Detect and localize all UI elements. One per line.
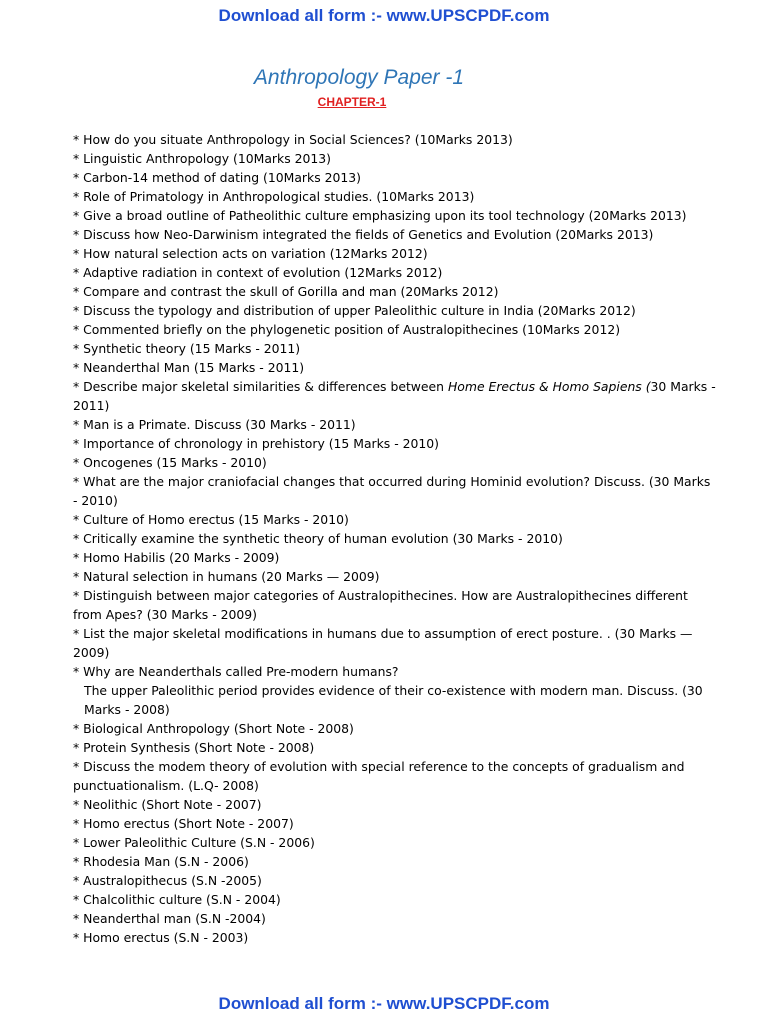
- question-item: [73, 187, 718, 206]
- page-title: Anthropology Paper -1: [253, 66, 465, 89]
- question-item: [73, 909, 718, 928]
- download-banner-top[interactable]: Download all form :- www.UPSCPDF.com: [218, 6, 550, 25]
- question-text: * Neanderthal Man (15 Marks - 2011): [73, 360, 305, 375]
- question-item: [73, 548, 718, 567]
- question-item: [73, 738, 718, 757]
- question-item: [73, 719, 718, 738]
- question-item: [73, 662, 718, 681]
- question-text: * Natural selection in humans (20 Marks — 2009): [73, 569, 380, 584]
- question-item: [73, 434, 718, 453]
- question-item: [73, 377, 718, 415]
- question-text: * List the major skeletal modifications in humans due to assumption of erect posture. . (30 Marks — 2009): [73, 626, 693, 660]
- question-text: * Why are Neanderthals called Pre-modern humans?: [73, 664, 399, 679]
- question-text: * Commented briefly on the phylogenetic position of Australopithecines (10Marks 2012): [73, 322, 621, 337]
- question-text: * Chalcolithic culture (S.N - 2004): [73, 892, 281, 907]
- question-text: * What are the major craniofacial changes that occurred during Hominid evolution? Discuss. (30 Marks - 2010): [73, 474, 711, 508]
- question-item: [73, 168, 718, 187]
- question-text: * Role of Primatology in Anthropological studies. (10Marks 2013): [73, 189, 475, 204]
- question-text: * Give a broad outline of Patheolithic culture emphasizing upon its tool technology (20Marks 2013): [73, 208, 687, 223]
- question-item: [73, 871, 718, 890]
- question-text: * Homo Habilis (20 Marks - 2009): [73, 550, 280, 565]
- question-item: [73, 928, 718, 947]
- question-item: [73, 681, 718, 719]
- question-text: * Homo erectus (Short Note - 2007): [73, 816, 294, 831]
- question-text: * Discuss how Neo-Darwinism integrated the fields of Genetics and Evolution (20Marks 2013): [73, 227, 654, 242]
- question-text: * Protein Synthesis (Short Note - 2008): [73, 740, 315, 755]
- question-item: [73, 567, 718, 586]
- question-list: [73, 130, 718, 947]
- question-text: * Neolithic (Short Note - 2007): [73, 797, 262, 812]
- question-text: * Importance of chronology in prehistory (15 Marks - 2010): [73, 436, 439, 451]
- question-text: * Carbon-14 method of dating (10Marks 2013): [73, 170, 361, 185]
- question-item: [73, 472, 718, 510]
- question-item: [73, 358, 718, 377]
- download-banner-bottom[interactable]: Download all form :- www.UPSCPDF.com: [218, 994, 550, 1013]
- question-item: [73, 282, 718, 301]
- question-item: [73, 339, 718, 358]
- question-text: * Critically examine the synthetic theory of human evolution (30 Marks - 2010): [73, 531, 563, 546]
- question-text: * Neanderthal man (S.N -2004): [73, 911, 266, 926]
- question-item: [73, 833, 718, 852]
- question-text: * Linguistic Anthropology (10Marks 2013): [73, 151, 331, 166]
- question-text: * Distinguish between major categories of Australopithecines. How are Australopithecines different from Apes? (30 Marks - 2009): [73, 588, 688, 622]
- question-text: * How natural selection acts on variation (12Marks 2012): [73, 246, 428, 261]
- question-item: [73, 415, 718, 434]
- question-text: * Describe major skeletal similarities & differences between: [73, 379, 448, 394]
- question-italic-text: Home Erectus & Homo Sapiens (: [447, 379, 651, 394]
- question-item: [73, 130, 718, 149]
- question-text: The upper Paleolithic period provides evidence of their co-existence with modern man. Discuss. (30 Marks - 2008): [84, 683, 703, 717]
- question-item: [73, 206, 718, 225]
- question-item: [73, 149, 718, 168]
- question-item: [73, 529, 718, 548]
- question-text: * Rhodesia Man (S.N - 2006): [73, 854, 249, 869]
- question-text: * Compare and contrast the skull of Gorilla and man (20Marks 2012): [73, 284, 499, 299]
- question-text: * Homo erectus (S.N - 2003): [73, 930, 249, 945]
- question-item: [73, 814, 718, 833]
- chapter-heading: CHAPTER-1: [317, 95, 387, 109]
- question-marks-text: 30 Marks - 2011): [73, 379, 716, 413]
- question-item: [73, 852, 718, 871]
- question-text: * Australopithecus (S.N -2005): [73, 873, 262, 888]
- question-item: [73, 301, 718, 320]
- question-item: [73, 586, 718, 624]
- question-text: * Culture of Homo erectus (15 Marks - 2010): [73, 512, 349, 527]
- question-item: [73, 890, 718, 909]
- question-item: [73, 757, 718, 795]
- question-item: [73, 510, 718, 529]
- question-item: [73, 453, 718, 472]
- question-text: * Lower Paleolithic Culture (S.N - 2006): [73, 835, 315, 850]
- question-text: * Biological Anthropology (Short Note - 2008): [73, 721, 354, 736]
- question-text: * Adaptive radiation in context of evolution (12Marks 2012): [73, 265, 443, 280]
- question-text: * Synthetic theory (15 Marks - 2011): [73, 341, 301, 356]
- question-item: [73, 244, 718, 263]
- question-text: * Discuss the typology and distribution of upper Paleolithic culture in India (20Marks 2012): [73, 303, 636, 318]
- question-text: * Oncogenes (15 Marks - 2010): [73, 455, 267, 470]
- question-item: [73, 795, 718, 814]
- question-item: [73, 624, 718, 662]
- question-text: * How do you situate Anthropology in Social Sciences? (10Marks 2013): [73, 132, 513, 147]
- question-text: * Man is a Primate. Discuss (30 Marks - 2011): [73, 417, 356, 432]
- question-item: [73, 263, 718, 282]
- question-text: * Discuss the modem theory of evolution with special reference to the concepts of gradualism and punctuationalism. (L.Q- 2008): [73, 759, 685, 793]
- question-item: [73, 320, 718, 339]
- question-item: [73, 225, 718, 244]
